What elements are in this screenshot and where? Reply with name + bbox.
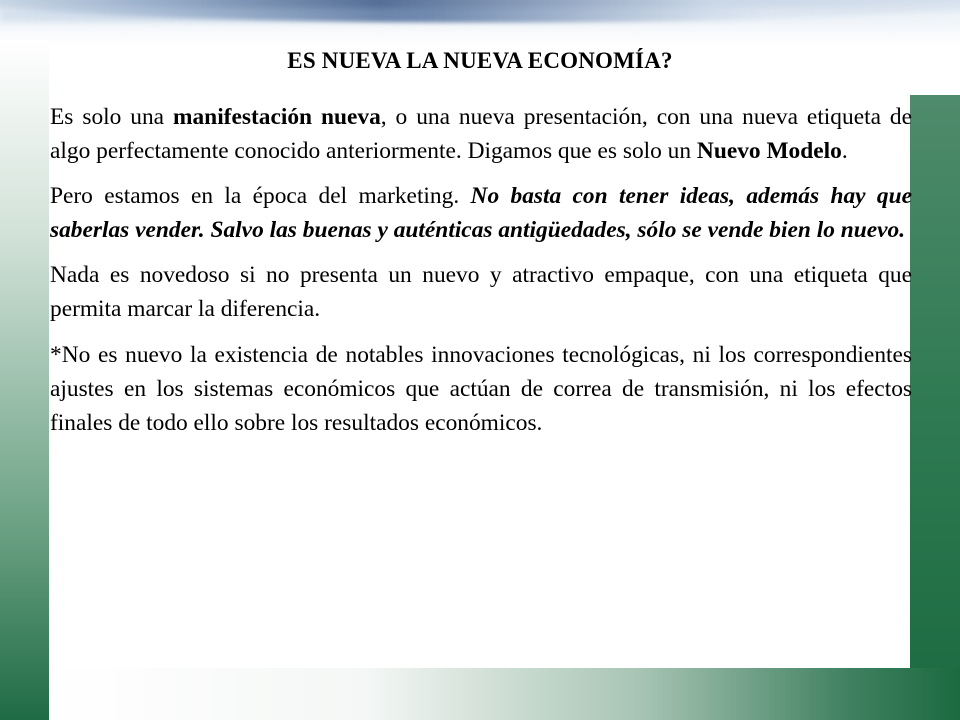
paragraph-1-text-a: Es solo una bbox=[50, 104, 173, 130]
header-decoration bbox=[0, 0, 960, 46]
right-gradient-bar bbox=[910, 95, 960, 720]
paragraph-1-bold-b: Nuevo Modelo bbox=[696, 138, 842, 164]
paragraph-1 bbox=[50, 100, 912, 168]
header-swoosh-highlight bbox=[0, 8, 960, 22]
paragraph-3: Nada es novedoso si no presenta un nuevo y atractivo empaque, con una etiqueta que permita marcar la diferencia. bbox=[50, 262, 912, 322]
paragraph-4: *No es nuevo la existencia de notables innovaciones tecnológicas, ni los correspondientes ajustes en los sistemas económicos que actúan de correa de transmisión, ni los efectos finales de todo ello sobre los resultados económicos. bbox=[50, 342, 912, 436]
paragraph-2 bbox=[50, 179, 912, 247]
paragraph-2-emphasis: No basta con tener ideas, además hay que saberlas vender. Salvo las buenas y auténticas antigüedades, sólo se vende bien lo nuevo. bbox=[50, 183, 912, 243]
paragraph-1-text-b: , o una nueva presentación, con una nueva etiqueta de algo perfectamente conocido anteriormente. Digamos que es solo un bbox=[50, 104, 912, 164]
slide-title: ES NUEVA LA NUEVA ECONOMÍA? bbox=[287, 48, 673, 73]
left-gradient-bar bbox=[0, 40, 49, 720]
paragraph-2-text: Pero estamos en la época del marketing. bbox=[50, 183, 471, 209]
slide-body bbox=[50, 100, 912, 451]
bottom-gradient-bar bbox=[49, 668, 960, 720]
paragraph-1-text-c: . bbox=[841, 138, 848, 164]
paragraph-1-bold-a: manifestación nueva bbox=[173, 104, 381, 130]
